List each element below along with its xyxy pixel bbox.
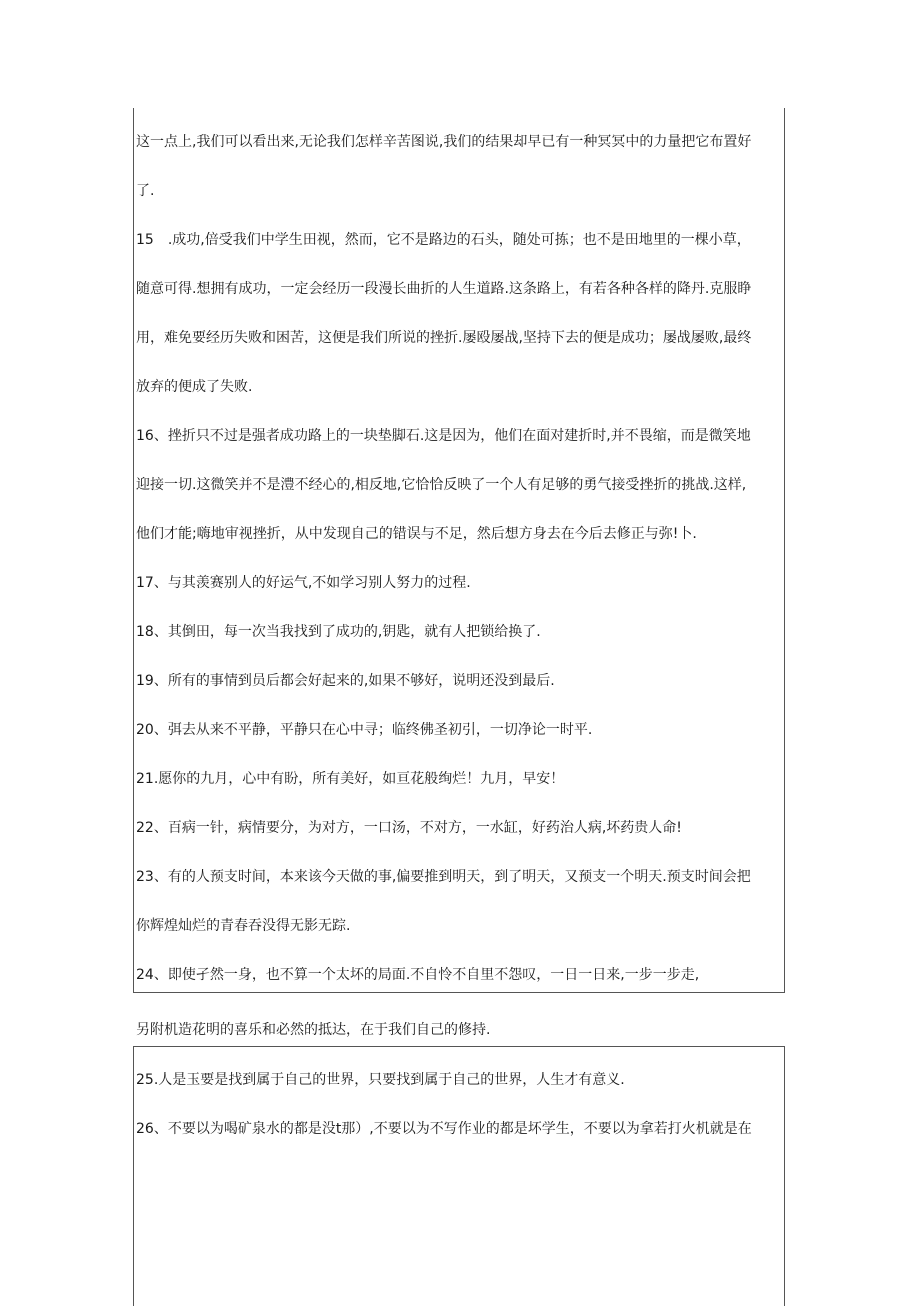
- text-line: 19、所有的事情到员后都会好起来的,如果不够好，说明还没到最后.: [136, 673, 555, 689]
- text-line: 用，难免要经历失败和困苦，这便是我们所说的挫折.屡殴屡战,坚持下去的便是成功；屡战屡败,最终: [136, 330, 752, 346]
- text-line: 迎接一切.这微笑并不是澧不经心的,相反地,它恰恰反映了一个人有足够的勇气接受挫折的挑战.这样,: [136, 477, 747, 493]
- text-line: 他们才能;嗨地审视挫折，从中发现自己的错误与不足，然后想方身去在今后去修正与弥!卜.: [136, 526, 697, 542]
- text-line: 26、不要以为喝矿泉水的都是没t那）,不要以为不写作业的都是坏学生，不要以为拿若打火机就是在: [136, 1121, 752, 1137]
- text-line: 这一点上,我们可以看出来,无论我们怎样辛苦图说,我们的结果却早已有一种冥冥中的力量把它布置好: [136, 134, 752, 150]
- text-line: 20、弭去从来不平静，平静只在心中寻；临终佛圣初引，一切净论一时平.: [136, 722, 593, 738]
- text-line: 18、其倒田，每一次当我找到了成功的,钥匙，就有人把锁给换了.: [136, 624, 541, 640]
- text-line: 放弃的便成了失败.: [136, 379, 253, 395]
- text-line: 了.: [136, 183, 155, 199]
- text-line: 你辉煌灿烂的青春吞没得无影无踪.: [136, 918, 351, 934]
- text-line: 16、挫折只不过是强者成功路上的一块垫脚石.这是因为，他们在面对建折时,并不畏缩，而是微笑地: [136, 428, 751, 444]
- text-line: 21.愿你的九月，心中有盼，所有美好，如亘花般绚烂！九月，早安！: [136, 771, 565, 787]
- text-line: 17、与其羡赛别人的好运气,不如学习别人努力的过程.: [136, 575, 471, 591]
- text-line: 15 .成功,倍受我们中学生田视，然而，它不是路边的石头，随处可拣；也不是田地里的一棵小草，: [136, 232, 751, 248]
- text-line: 随意可得.想拥有成功，一定会经历一段漫长曲折的人生道路.这条路上，有若各种各样的降丹.克服睁: [136, 281, 752, 297]
- text-line: 25.人是玉要是找到属于自己的世界，只要找到属于自己的世界，人生才有意义.: [136, 1072, 625, 1088]
- between-text: 另附机造花明的喜乐和必然的抵达，在于我们自己的修持.: [136, 1022, 491, 1038]
- text-line: 22、百病一针，病情要分，为对方，一口汤，不对方，一水缸，好药治人病,坏药贵人命!: [136, 820, 682, 836]
- text-line: 23、有的人预支时间，本来该今天做的事,偏要推到明天，到了明天，又预支一个明天.预支时间会把: [136, 869, 751, 885]
- text-line: 24、即使孑然一身，也不算一个太坏的局面.不自怜不自里不怨叹，一日一日来,一步一步走,: [136, 967, 700, 983]
